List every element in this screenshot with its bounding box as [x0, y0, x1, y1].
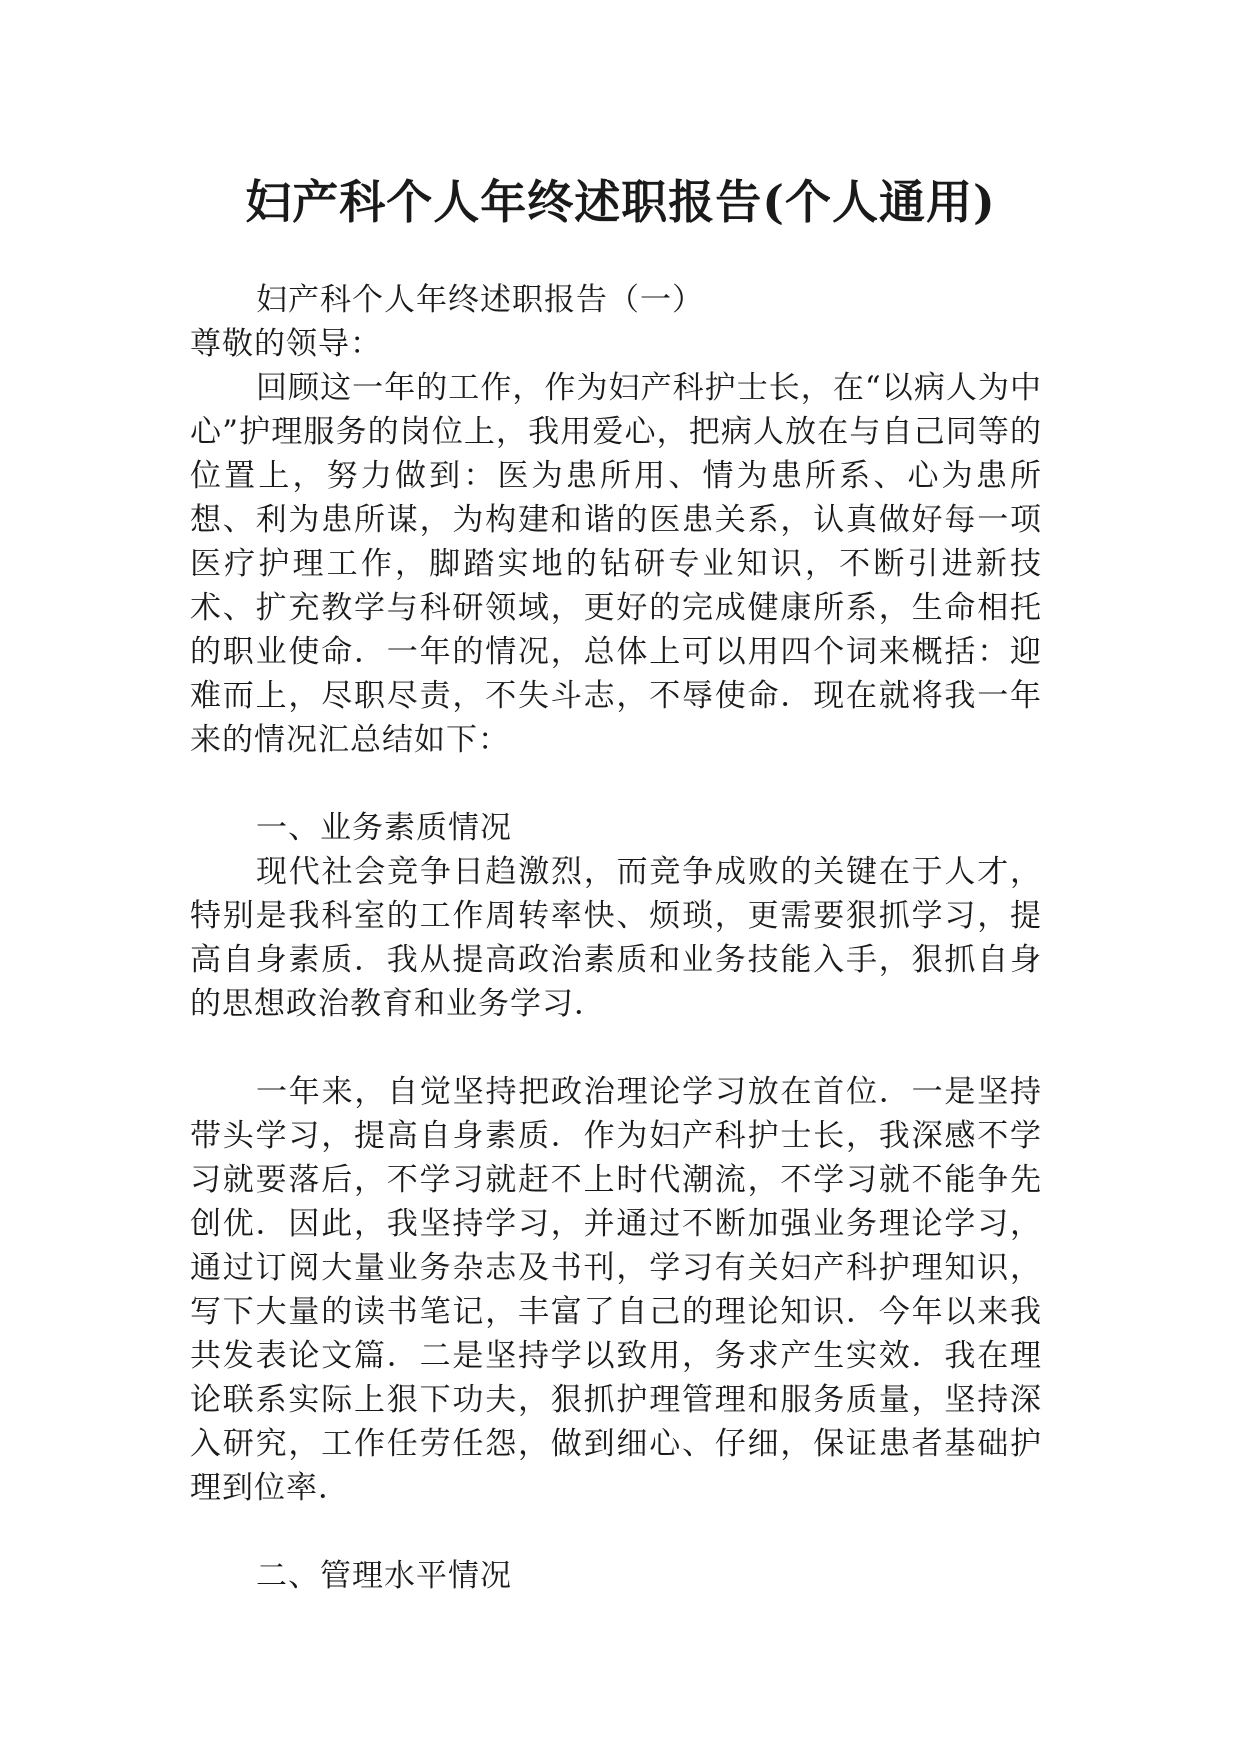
salutation: 尊敬的领导：	[190, 326, 382, 362]
section-heading-management-level: 二、管理水平情况	[256, 1558, 512, 1594]
report-subtitle: 妇产科个人年终述职报告（一）	[256, 282, 704, 318]
business-quality-paragraph-2: 一年来，自觉坚持把政治理论学习放在首位．一是坚持带头学习，提高自身素质．作为妇产科护士长，我深感不学习就要落后，不学习就赶不上时代潮流，不学习就不能争先创优．因此，我坚持学习，并通过不断加强业务理论学习，通过订阅大量业务杂志及书刊，学习有关妇产科护理知识，写下大量的读书笔记，丰富了自己的理论知识．今年以来我共发表论文篇．二是坚持学以致用，务求产生实效．我在理论联系实际上狠下功夫，狠抓护理管理和服务质量，坚持深入研究，工作任劳任怨，做到细心、仔细，保证患者基础护理到位率．	[190, 1074, 1042, 1506]
section-heading-business-quality: 一、业务素质情况	[256, 810, 512, 846]
document-title: 妇产科个人年终述职报告(个人通用)	[245, 175, 996, 229]
intro-paragraph: 回顾这一年的工作，作为妇产科护士长，在“以病人为中心”护理服务的岗位上，我用爱心，把病人放在与自己同等的位置上，努力做到：医为患所用、情为患所系、心为患所想、利为患所谋，为构建和谐的医患关系，认真做好每一项医疗护理工作，脚踏实地的钻研专业知识，不断引进新技术、扩充教学与科研领域，更好的完成健康所系，生命相托的职业使命．一年的情况，总体上可以用四个词来概括：迎难而上，尽职尽责，不失斗志，不辱使命．现在就将我一年来的情况汇总结如下：	[190, 370, 1042, 758]
business-quality-paragraph-1: 现代社会竞争日趋激烈，而竞争成败的关键在于人才，特别是我科室的工作周转率快、烦琐，更需要狠抓学习，提高自身素质．我从提高政治素质和业务技能入手，狠抓自身的思想政治教育和业务学习．	[190, 854, 1042, 1022]
document-body	[190, 278, 1042, 1598]
